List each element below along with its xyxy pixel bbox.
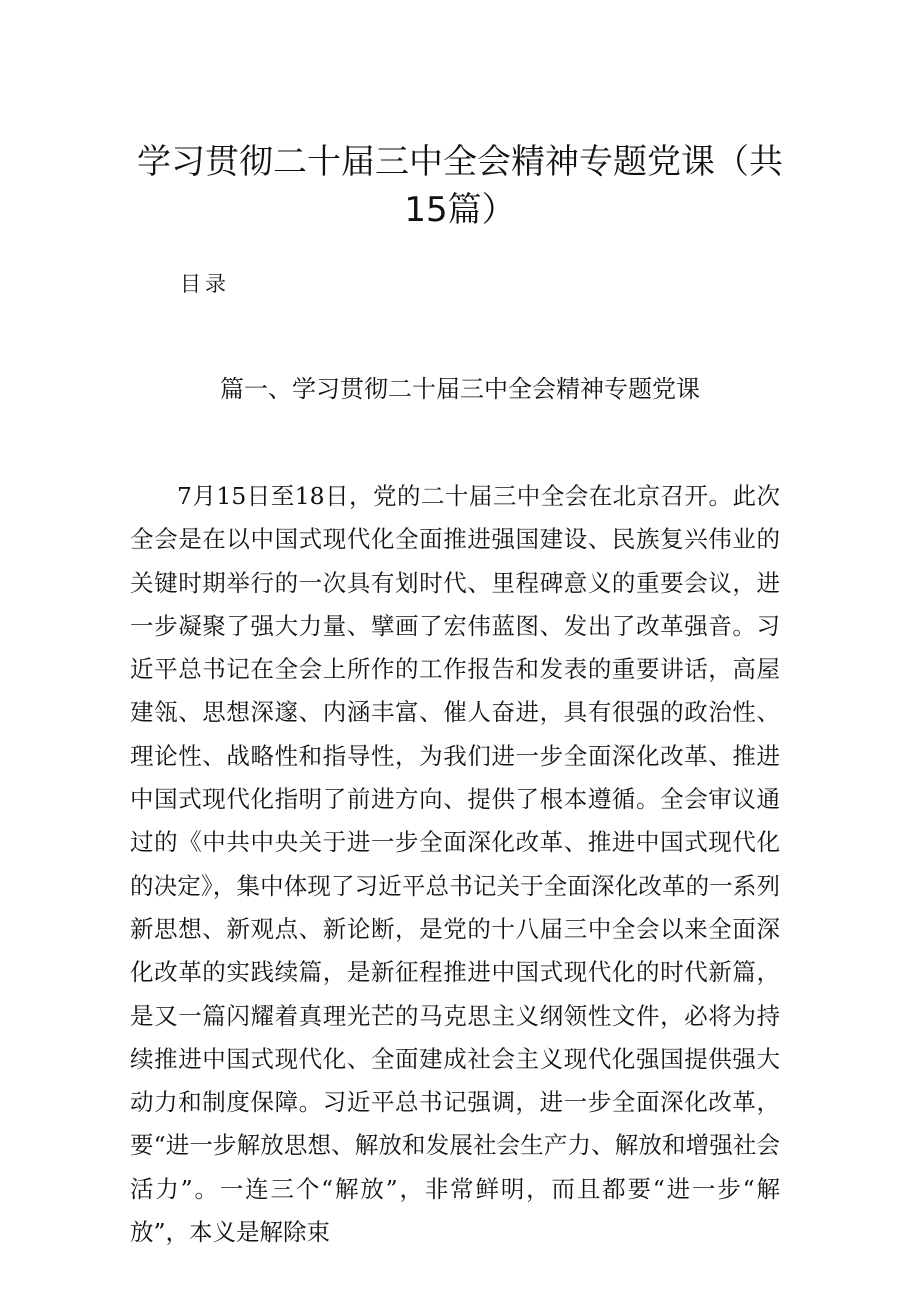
table-of-contents-label: 目录 xyxy=(180,272,230,296)
section-heading: 篇一、学习贯彻二十届三中全会精神专题党课 xyxy=(220,375,700,403)
document-title: 学习贯彻二十届三中全会精神专题党课（共15篇） xyxy=(137,142,783,230)
body-paragraph: 7月15日至18日，党的二十届三中全会在北京召开。此次全会是在以中国式现代化全面推进强国建设、民族复兴伟业的关键时期举行的一次具有划时代、里程碑意义的重要会议，进一步凝聚了强大力量、擘画了宏伟蓝图、发出了改革强音。习近平总书记在全会上所作的工作报告和发表的重要讲话，高屋建瓴、思想深邃、内涵丰富、催人奋进，具有很强的政治性、理论性、战略性和指导性，为我们进一步全面深化改革、推进中国式现代化指明了前进方向、提供了根本遵循。全会审议通过的《中共中央关于进一步全面深化改革、推进中国式现代化的决定》，集中体现了习近平总书记关于全面深化改革的一系列新思想、新观点、新论断，是党的十八届三中全会以来全面深化改革的实践续篇，是新征程推进中国式现代化的时代新篇，是又一篇闪耀着真理光芒的马克思主义纲领性文件，必将为持续推进中国式现代化、全面建成社会主义现代化强国提供强大动力和制度保障。习近平总书记强调，进一步全面深化改革，要“进一步解放思想、解放和发展社会生产力、解放和增强社会活力”。一连三个“解放”，非常鲜明，而且都要“进一步“解放”，本义是解除束 xyxy=(130,482,780,1247)
